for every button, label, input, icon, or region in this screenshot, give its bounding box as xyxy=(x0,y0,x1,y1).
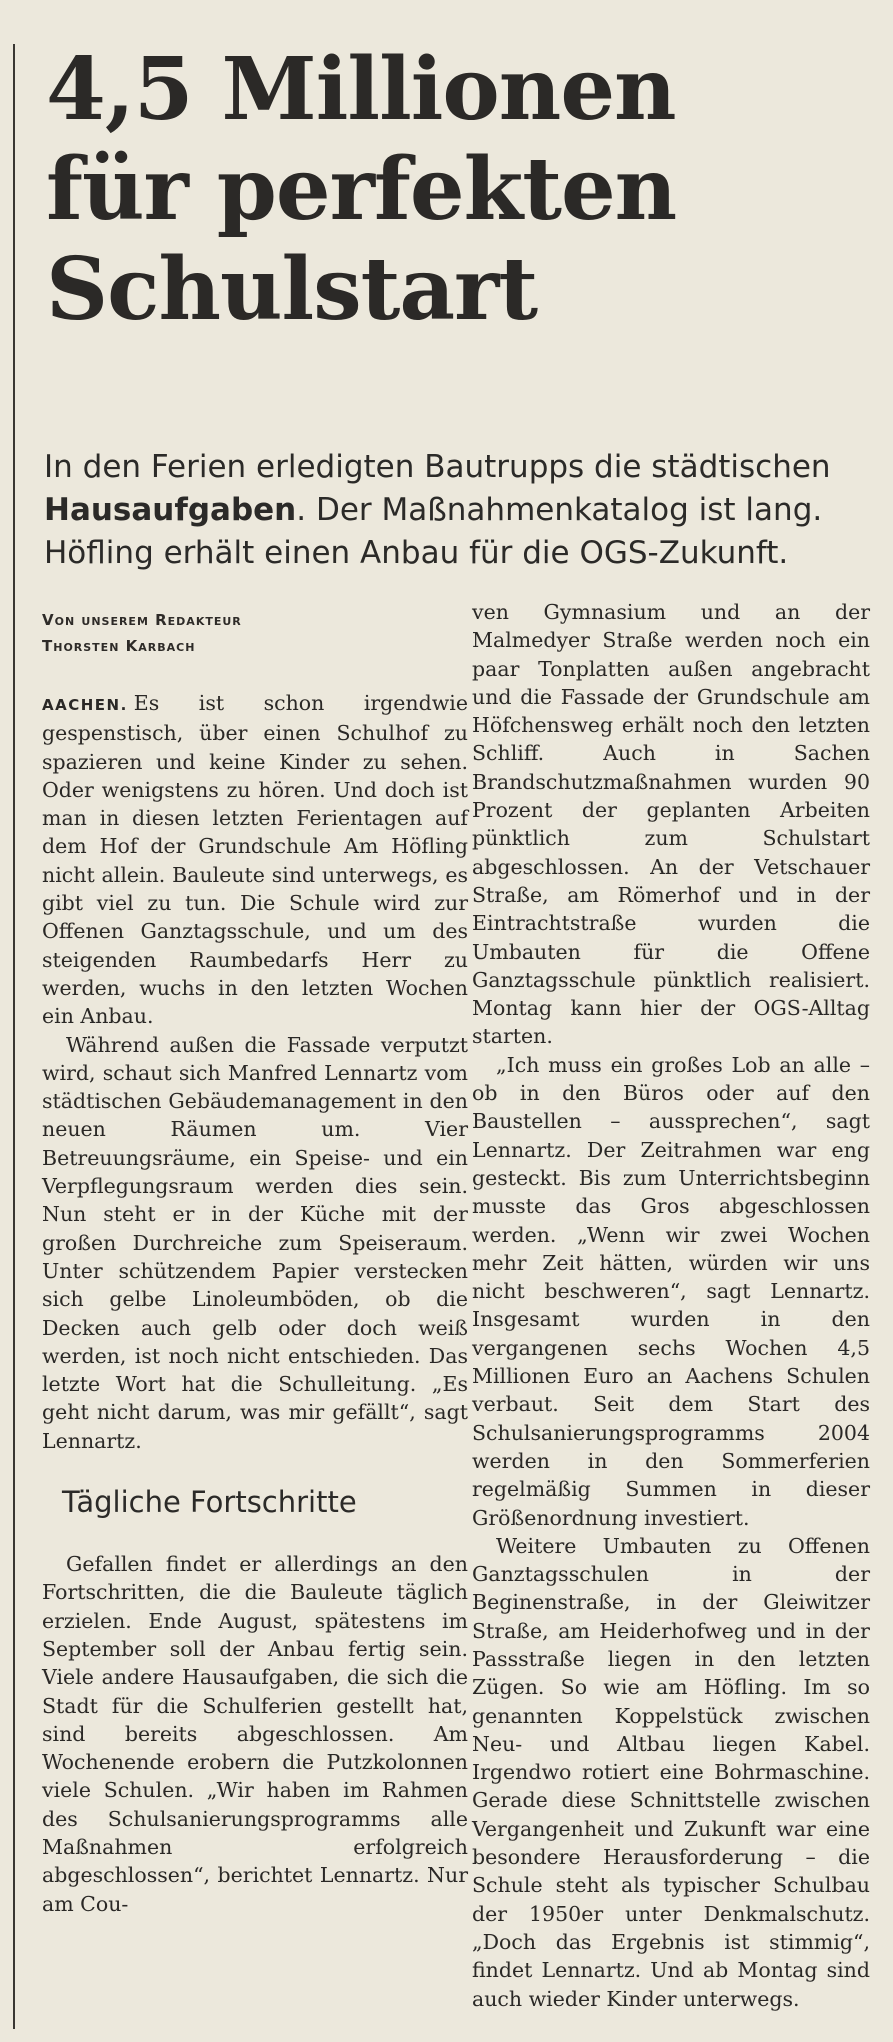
paragraph-3: Gefallen findet er allerdings an den Fortschritten, die die Bauleute täglich erzielen. Ende August, spätestens im September soll der Anbau fertig sein. Viele andere Hausaufgaben, die sich die Stadt für die Schulferien gestellt hat, sind bereits abgeschlossen. Am Wochenende erobern die Putzkolonnen viele Schulen. „Wir haben im Rahmen des Schulsanierungsprogramms alle Maßnahmen erfolgreich abgeschlossen“, berichtet Lennartz. Nur am Cou- xyxy=(42,1552,468,1916)
article-column-left xyxy=(42,607,468,1918)
byline-author-intro: Von unserem Redakteur xyxy=(42,611,242,629)
lead-paragraph xyxy=(44,446,874,575)
headline-line-3: Schulstart xyxy=(46,239,538,340)
paragraph-1-text: Es ist schon irgendwie gespenstisch, über einen Schulhof zu spazieren und keine Kinder zu sehen. Oder wenigstens zu hören. Und doch ist man in diesen letzten Ferientagen auf dem Hof der Grundschule Am Höfling nicht allein. Bauleute sind unterwegs, es gibt viel zu tun. Die Schule wird zur Offenen Ganztagsschule, und um des steigenden Raumbedarfs Herr zu werden, wuchs in den letzten Wochen ein Anbau. xyxy=(42,691,468,1029)
paragraph-1 xyxy=(42,689,468,1031)
lead-text-2: . Der Maßnahmenkatalog ist lang. Höfling erhält einen Anbau für die OGS-Zukunft. xyxy=(44,492,823,571)
paragraph-5: „Ich muss ein großes Lob an alle – ob in den Büros oder auf den Baustellen – aussprechen“, sagt Lennartz. Der Zeitrahmen war eng gesteckt. Bis zum Unterrichtsbeginn musste das Gros abgeschlossen werden. „Wenn wir zwei Wochen mehr Zeit hätten, würden wir uns nicht beschweren“, sagt Lennartz. Insgesamt wurden in den vergangenen sechs Wochen 4,5 Millionen Euro an Aachens Schulen verbaut. Seit dem Start des Schulsanierungsprogramms 2004 werden in den Sommerferien regelmäßig Summen in dieser Größenordnung investiert. xyxy=(472,1052,870,1530)
dateline: AACHEN. xyxy=(42,696,128,714)
headline-line-1: 4,5 Millionen xyxy=(46,39,676,140)
article-column-right xyxy=(472,598,870,2013)
column-rule xyxy=(13,44,15,2029)
byline-author-name: Thorsten Karbach xyxy=(42,637,196,655)
headline xyxy=(46,40,866,340)
lead-bold: Hausaufgaben xyxy=(44,492,297,528)
lead-text-1: In den Ferien erledigten Bautrupps die städtischen xyxy=(44,449,831,485)
paragraph-2: Während außen die Fassade verputzt wird, schaut sich Manfred Lennartz vom städtischen Gebäudemanagement in den neuen Räumen um. Vier Betreuungsräume, ein Speise- und ein Verpflegungsraum werden dies sein. Nun steht er in der Küche mit der großen Durchreiche zum Speiseraum. Unter schützendem Papier verstecken sich gelbe Linoleumböden, ob die Decken auch gelb oder doch weiß werden, ist noch nicht entschieden. Das letzte Wort hat die Schulleitung. „Es geht nicht darum, was mir gefällt“, sagt Lennartz. xyxy=(42,1032,468,1453)
headline-line-2: für perfekten xyxy=(46,139,677,240)
paragraph-6: Weitere Umbauten zu Offenen Ganztagsschulen in der Beginenstraße, in der Gleiwitzer Straße, am Heiderhofweg und in der Passstraße liegen in den letzten Zügen. So wie am Höfling. Im so genannten Koppelstück zwischen Neu- und Altbau liegen Kabel. Irgendwo rotiert eine Bohrmaschine. Gerade diese Schnittstelle zwischen Vergangenheit und Zukunft war eine besondere Herausforderung – die Schule steht als typischer Schulbau der 1950er unter Denkmalschutz. „Doch das Ergebnis ist stimmig“, findet Lennartz. Und ab Montag sind auch wieder Kinder unterwegs. xyxy=(472,1533,870,2011)
byline xyxy=(42,607,468,659)
subheading: Tägliche Fortschritte xyxy=(62,1485,357,1520)
paragraph-4: ven Gymnasium und an der Malmedyer Straße werden noch ein paar Tonplatten außen angebracht und die Fassade der Grundschule am Höfchensweg erhält noch den letzten Schliff. Auch in Sachen Brandschutzmaßnahmen wurden 90 Prozent der geplanten Arbeiten pünktlich zum Schulstart abgeschlossen. An der Vetschauer Straße, am Römerhof und in der Eintrachtstraße wurden die Umbauten für die Offene Ganztagsschule pünktlich realisiert. Montag kann hier der OGS-Alltag starten. xyxy=(472,600,870,1049)
